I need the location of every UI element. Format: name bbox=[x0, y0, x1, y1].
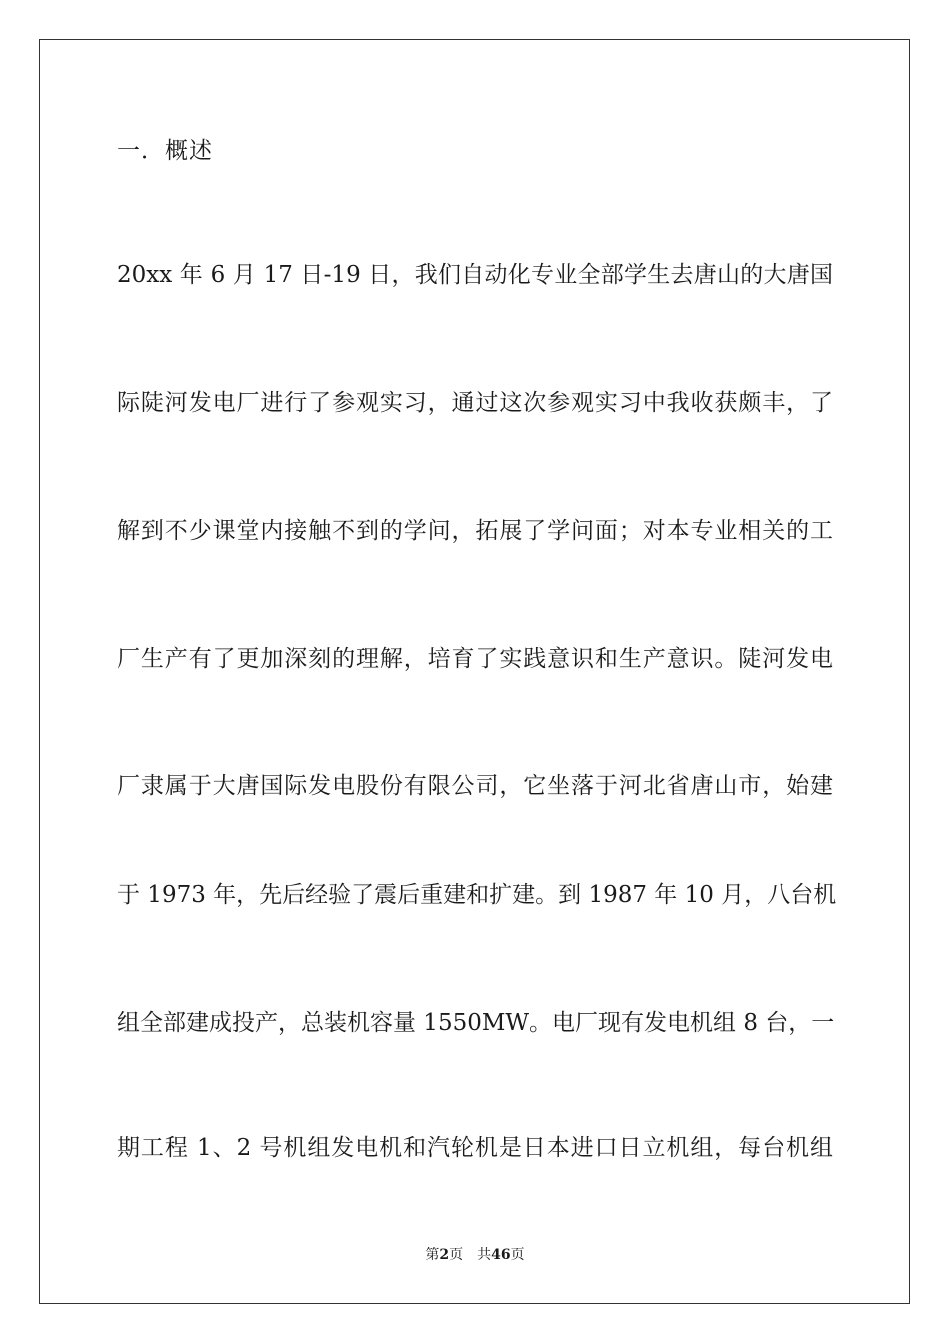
paragraph-line-6: 于 1973 年，先后经验了震后重建和扩建。到 1987 年 10 月，八台机 bbox=[117, 882, 837, 908]
paragraph-line-5: 厂隶属于大唐国际发电股份有限公司，它坐落于河北省唐山市，始建 bbox=[117, 773, 833, 799]
total-suffix: 页 bbox=[510, 1247, 525, 1263]
section-heading: 一．概述 bbox=[117, 138, 213, 164]
page-footer bbox=[0, 1245, 950, 1265]
paragraph-line-8: 期工程 1、2 号机组发电机和汽轮机是日本进口日立机组，每台机组 bbox=[117, 1135, 833, 1161]
paragraph-line-2: 际陡河发电厂进行了参观实习，通过这次参观实习中我收获颇丰，了 bbox=[117, 390, 833, 416]
paragraph-line-7: 组全部建成投产，总装机容量 1550MW。电厂现有发电机组 8 台，一 bbox=[117, 1010, 835, 1036]
paragraph-line-1: 20xx 年 6 月 17 日-19 日，我们自动化专业全部学生去唐山的大唐国 bbox=[117, 262, 833, 288]
page-suffix: 页 bbox=[449, 1247, 464, 1263]
total-prefix: 共 bbox=[477, 1247, 492, 1263]
page-prefix: 第 bbox=[425, 1247, 440, 1263]
paragraph-line-4: 厂生产有了更加深刻的理解，培育了实践意识和生产意识。陡河发电 bbox=[117, 646, 833, 672]
page-number: 2 bbox=[439, 1247, 450, 1263]
total-pages: 46 bbox=[491, 1247, 511, 1263]
paragraph-line-3: 解到不少课堂内接触不到的学问，拓展了学问面；对本专业相关的工 bbox=[117, 518, 833, 544]
